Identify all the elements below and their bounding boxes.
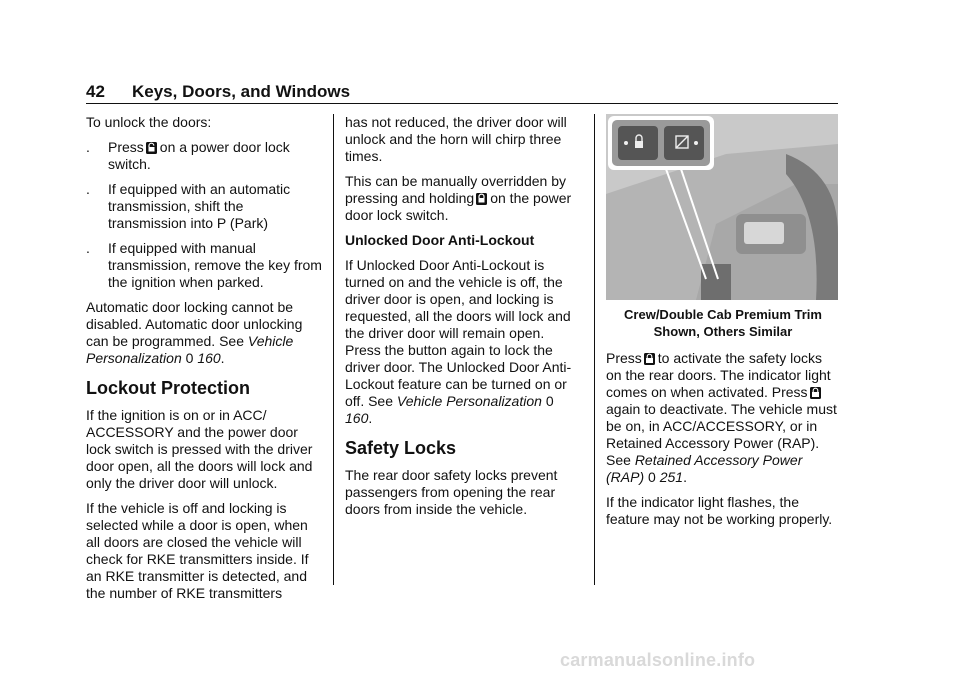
bullet-marker: . bbox=[86, 139, 90, 155]
intro-text: To unlock the doors: bbox=[86, 114, 212, 130]
column-divider bbox=[333, 114, 334, 585]
paragraph: has not reduced, the driver door will unlock and the horn will chirp three times. bbox=[345, 114, 567, 164]
list-item bbox=[86, 181, 322, 232]
figure-caption bbox=[606, 306, 840, 340]
bullet-text: If equipped with an automatic transmission, shift the transmission into P (Park) bbox=[108, 181, 291, 231]
child-lock-icon bbox=[810, 387, 821, 399]
bullet-text: If equipped with manual transmission, remove the key from the ignition when parked. bbox=[108, 240, 322, 290]
page-reference[interactable]: 251 bbox=[659, 469, 684, 485]
list-item bbox=[86, 240, 322, 291]
section-heading: Safety Locks bbox=[345, 438, 457, 458]
watermark-text: carmanualsonline.info bbox=[560, 650, 756, 670]
bullet-marker: . bbox=[86, 240, 90, 256]
bullet-marker: . bbox=[86, 181, 90, 197]
bullet-text: on a power door lock switch. bbox=[108, 139, 290, 172]
door-panel-photo bbox=[606, 114, 838, 300]
paragraph: If the vehicle is off and locking is selected while a door is open, when all doors are closed the vehicle will check for RKE transmitters inside. If an RKE transmitter is detected, and the number of RKE transmitters bbox=[86, 500, 309, 601]
header-rule bbox=[86, 103, 838, 104]
list-item bbox=[86, 139, 322, 173]
page-reference[interactable]: 160 bbox=[197, 350, 221, 366]
section-heading: Lockout Protection bbox=[86, 378, 251, 398]
paragraph: If the ignition is on or in ACC/ ACCESSORY and the power door lock switch is pressed with the driver door open, all the doors will lock and only the driver door will unlock. bbox=[86, 407, 313, 491]
lock-icon bbox=[476, 193, 487, 205]
cross-reference-link[interactable]: Vehicle Personalization bbox=[86, 333, 294, 366]
caption-line: Crew/Double Cab Premium Trim bbox=[624, 307, 822, 322]
page-arrow: 0 bbox=[648, 469, 656, 485]
cross-reference-link[interactable]: Vehicle Personalization bbox=[396, 393, 542, 409]
column-1 bbox=[86, 114, 322, 610]
paragraph: This can be manually overridden by pressing and holding on the power door lock switch. bbox=[345, 173, 572, 223]
page-reference[interactable]: 160 bbox=[345, 410, 369, 426]
caption-line: Shown, Others Similar bbox=[653, 324, 793, 339]
paragraph: The rear door safety locks prevent passengers from opening the rear doors from inside the vehicle. bbox=[345, 467, 558, 517]
paragraph: If Unlocked Door Anti-Lockout is turned on and the vehicle is off, the driver door is open, and locking is requested, all the doors will lock and the driver door will remain open. Press the button again to lock the driver door. The Unlocked Door Anti-Lockout feature can be turned on or off. See Vehicle Personalization 0 160. bbox=[345, 257, 572, 426]
column-3 bbox=[606, 350, 840, 536]
page-arrow: 0 bbox=[185, 350, 194, 366]
paragraph: Automatic door locking cannot be disabled. Automatic door unlocking can be programmed. See Vehicle Personalization 0 160. bbox=[86, 299, 303, 366]
child-lock-icon bbox=[644, 353, 655, 365]
section-title: Keys, Doors, and Windows bbox=[132, 82, 351, 101]
column-2 bbox=[345, 114, 582, 526]
paragraph: If the indicator light flashes, the feature may not be working properly. bbox=[606, 494, 833, 527]
subheading: Unlocked Door Anti-Lockout bbox=[345, 232, 535, 248]
page-arrow: 0 bbox=[545, 393, 554, 409]
unlock-icon bbox=[146, 142, 157, 154]
column-divider bbox=[594, 114, 595, 585]
cross-reference-link[interactable]: Retained Accessory Power (RAP) bbox=[606, 452, 803, 485]
paragraph: Press to activate the safety locks on the rear doors. The indicator light comes on when activated. Pressagain to deactivate. The vehicle must be on, in ACC/ACCESSORY, or in Retained Accessory Power (RAP). See Retained Accessory Power (RAP) 0 251. bbox=[606, 350, 837, 485]
page-number: 42 bbox=[86, 82, 105, 101]
bullet-text: Press bbox=[108, 139, 144, 155]
